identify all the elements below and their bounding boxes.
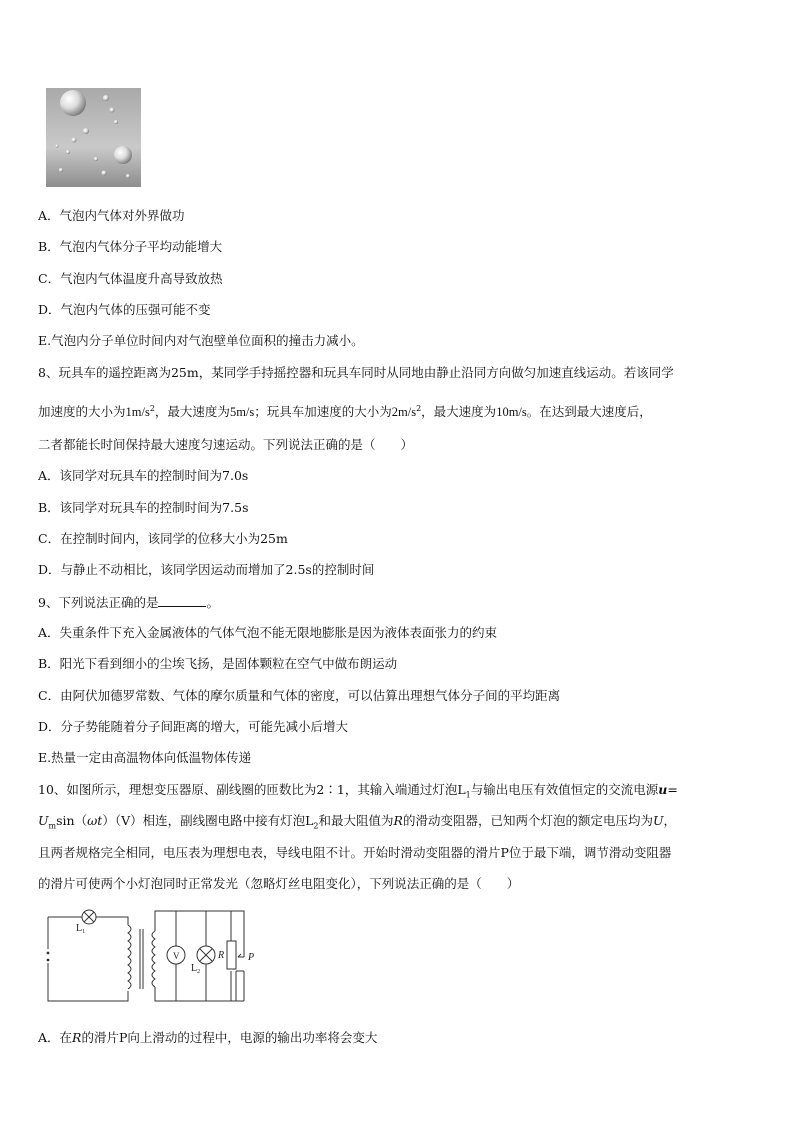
q7-option-a: A．气泡内气体对外界做功 xyxy=(38,208,185,223)
q8-option-d: D．与静止不动相比，该同学因运动而增加了2.5s的控制时间 xyxy=(38,562,375,577)
q8-stem-line2: 加速度的大小为$1m/s^2$，最大速度为5m/s；玩具车加速度的大小为$2m/s^2$，最大速度为10m/s。在达到最大速度后， xyxy=(38,404,652,420)
label-p: P xyxy=(248,952,255,963)
q7-option-d: D．气泡内气体的压强可能不变 xyxy=(38,302,211,317)
q10-stem-line2: $U_m\sin(\omega t)(V)$相连，副线圈电路中接有灯泡$L_2$和最大阻值为R的滑动变阻器，已知两个灯泡的额定电压均为U， xyxy=(38,813,677,831)
q8-stem-line1: 8、玩具车的遥控距离为25m，某同学手持摇控器和玩具车同时从同地由静止沿同方向做匀加速直线运动。若该同学 xyxy=(38,365,674,380)
q8-stem-line3: 二者都能长时间保持最大速度匀速运动。下列说法正确的是（ ） xyxy=(38,437,414,452)
q9-option-e: E.热量一定由高温物体向低温物体传递 xyxy=(38,750,252,765)
q8-option-a: A．该同学对玩具车的控制时间为7.0s xyxy=(38,468,249,483)
label-r: R xyxy=(218,950,225,961)
q10-stem-line4: 的滑片可使两个小灯泡同时正常发光（忽略灯丝电阻变化），下列说法正确的是（ ） xyxy=(38,876,520,891)
q10-stem-line1: 10、如图所示，理想变压器原、副线圈的匝数比为2∶1，其输入端通过灯泡$L_1$与输出电压有效值恒定的交流电源u= xyxy=(38,782,678,800)
q7-option-e: E.气泡内分子单位时间内对气泡壁单位面积的撞击力减小。 xyxy=(38,333,364,348)
bubbles-image xyxy=(46,88,141,187)
q8-option-b: B．该同学对玩具车的控制时间为7.5s xyxy=(38,500,249,515)
q7-option-b: B．气泡内气体分子平均动能增大 xyxy=(38,239,223,254)
q9-option-b: B．阳光下看到细小的尘埃飞扬，是固体颗粒在空气中做布朗运动 xyxy=(38,656,398,671)
q9-option-a: A．失重条件下充入金属液体的气体气泡不能无限地膨胀是因为液体表面张力的约束 xyxy=(38,625,498,640)
q9-option-d: D．分子势能随着分子间距离的增大，可能先减小后增大 xyxy=(38,719,349,734)
q9-stem: 9、下列说法正确的是 。 xyxy=(38,595,219,610)
q9-option-c: C．由阿伏加德罗常数、气体的摩尔质量和气体的密度，可以估算出理想气体分子间的平均距离 xyxy=(38,688,561,703)
label-l1: $L_1$ xyxy=(76,923,86,935)
label-l2: $L_2$ xyxy=(191,963,201,975)
voltmeter-label: V xyxy=(173,951,180,961)
answer-blank xyxy=(158,594,206,607)
q10-option-a: A．在R的滑片P向上滑动的过程中，电源的输出功率将会变大 xyxy=(38,1030,378,1045)
transformer-circuit-diagram xyxy=(40,905,272,1007)
q10-stem-line3: 且两者规格完全相同，电压表为理想电表，导线电阻不计。开始时滑动变阻器的滑片P位于最下端，调节滑动变阻器 xyxy=(38,845,672,860)
q8-option-c: C．在控制时间内，该同学的位移大小为25m xyxy=(38,531,288,546)
q7-option-c: C．气泡内气体温度升高导致放热 xyxy=(38,271,223,286)
